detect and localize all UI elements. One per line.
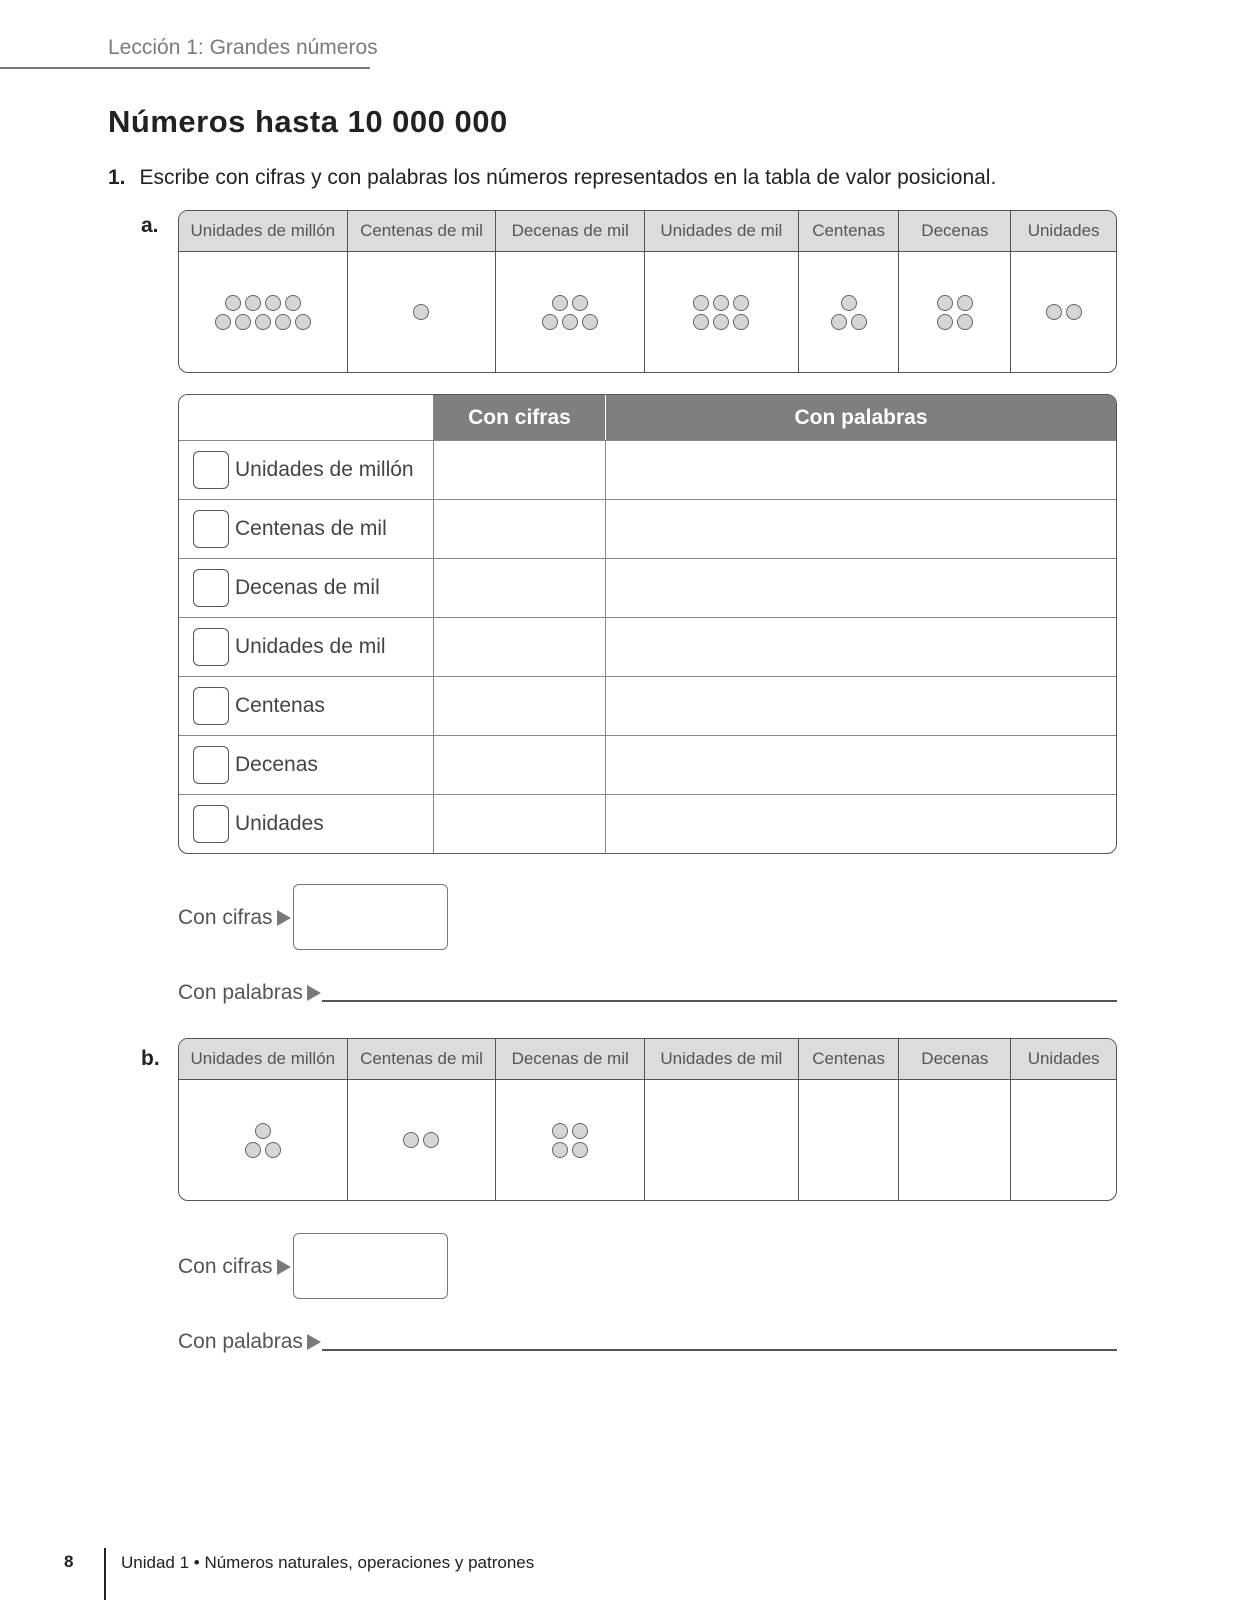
digit-box[interactable]	[193, 687, 229, 725]
header-con-cifras: Con cifras	[434, 395, 606, 440]
counter-circle	[552, 1142, 568, 1158]
place-value-header: Unidades	[1011, 211, 1116, 252]
counter-circle	[831, 314, 847, 330]
counter-circle	[265, 295, 281, 311]
digit-box[interactable]	[193, 628, 229, 666]
breakdown-row-label-cell	[179, 795, 434, 853]
pv-b-column	[898, 1039, 1010, 1200]
digit-box[interactable]	[193, 805, 229, 843]
pv-b-column	[798, 1039, 899, 1200]
pv-b-counter-cell	[348, 1080, 496, 1200]
breakdown-row-label-cell	[179, 441, 434, 499]
place-value-table-a	[178, 210, 1117, 373]
pv-a-column	[347, 211, 496, 372]
counter-circle	[851, 314, 867, 330]
pv-b-counter-cell	[645, 1080, 798, 1200]
counter-circle	[552, 295, 568, 311]
place-value-header: Centenas	[799, 211, 899, 252]
counter-circle	[255, 1123, 271, 1139]
counter-circle	[713, 314, 729, 330]
pv-a-column	[495, 211, 644, 372]
pv-a-column	[179, 211, 347, 372]
pv-b-counter-cell	[1011, 1080, 1116, 1200]
digit-box[interactable]	[193, 746, 229, 784]
footer-divider	[104, 1548, 106, 1600]
arrow-right-icon	[307, 985, 321, 1001]
counter-circle	[542, 314, 558, 330]
breakdown-row-label-cell	[179, 500, 434, 558]
pv-b-counter-cell	[799, 1080, 899, 1200]
answer-a-cifras-label: Con cifras	[178, 906, 273, 929]
counter-circle	[295, 314, 311, 330]
breakdown-row-label: Unidades	[235, 812, 324, 835]
place-value-header: Unidades	[1011, 1039, 1116, 1080]
exercise-instruction-row	[108, 166, 996, 190]
arrow-right-icon	[277, 1259, 291, 1275]
header-con-palabras: Con palabras	[606, 395, 1116, 440]
place-value-header: Unidades de millón	[179, 211, 347, 252]
counter-circle	[552, 1123, 568, 1139]
answer-a-cifras-label-row	[178, 906, 291, 930]
digit-box[interactable]	[193, 510, 229, 548]
counter-circle	[255, 314, 271, 330]
part-b-letter: b.	[141, 1047, 160, 1070]
breakdown-row-label: Unidades de millón	[235, 458, 414, 481]
pv-b-counter-cell	[496, 1080, 644, 1200]
place-value-header: Decenas de mil	[496, 1039, 644, 1080]
con-cifras-cell[interactable]	[434, 736, 606, 794]
con-palabras-cell[interactable]	[606, 500, 1116, 558]
answer-b-palabras-line[interactable]	[322, 1349, 1117, 1351]
pv-a-column	[898, 211, 1010, 372]
breakdown-table	[178, 394, 1117, 854]
counter-circle	[582, 314, 598, 330]
breakdown-row	[179, 676, 1116, 735]
counter-circle	[1046, 304, 1062, 320]
counter-circle	[572, 1123, 588, 1139]
counter-circle	[733, 314, 749, 330]
footer-unit-title: Unidad 1 • Números naturales, operaciones y patrones	[121, 1553, 535, 1572]
lesson-title: Lección 1: Grandes números	[108, 36, 378, 59]
answer-a-cifras-box[interactable]	[293, 884, 448, 950]
breakdown-row-label-cell	[179, 618, 434, 676]
breakdown-row-label: Centenas de mil	[235, 517, 387, 540]
pv-b-column	[179, 1039, 347, 1200]
con-palabras-cell[interactable]	[606, 736, 1116, 794]
pv-b-counter-cell	[179, 1080, 347, 1200]
counter-circle	[572, 1142, 588, 1158]
pv-a-counter-cell	[899, 252, 1010, 372]
counter-circle	[937, 314, 953, 330]
answer-a-palabras-label: Con palabras	[178, 981, 303, 1004]
counter-circle	[215, 314, 231, 330]
answer-b-palabras-label-row	[178, 1330, 321, 1354]
breakdown-row-label: Centenas	[235, 694, 325, 717]
con-palabras-cell[interactable]	[606, 795, 1116, 853]
counter-circle	[693, 314, 709, 330]
breakdown-row	[179, 558, 1116, 617]
con-cifras-cell[interactable]	[434, 500, 606, 558]
counter-circle	[245, 295, 261, 311]
place-value-header: Decenas	[899, 211, 1010, 252]
place-value-header: Unidades de mil	[645, 211, 798, 252]
pv-a-column	[644, 211, 798, 372]
counter-circle	[423, 1132, 439, 1148]
place-value-header: Centenas de mil	[348, 211, 496, 252]
pv-b-counter-cell	[899, 1080, 1010, 1200]
counter-circle	[285, 295, 301, 311]
place-value-header: Unidades de mil	[645, 1039, 798, 1080]
con-palabras-cell[interactable]	[606, 559, 1116, 617]
counter-circle	[957, 314, 973, 330]
pv-a-column	[1010, 211, 1116, 372]
counter-circle	[572, 295, 588, 311]
digit-box[interactable]	[193, 451, 229, 489]
place-value-header: Unidades de millón	[179, 1039, 347, 1080]
breakdown-row	[179, 499, 1116, 558]
arrow-right-icon	[307, 1334, 321, 1350]
pv-a-column	[798, 211, 899, 372]
pv-a-counter-cell	[348, 252, 496, 372]
breakdown-row-label-cell	[179, 736, 434, 794]
pv-b-column	[1010, 1039, 1116, 1200]
counter-circle	[265, 1142, 281, 1158]
con-cifras-cell[interactable]	[434, 441, 606, 499]
place-value-table-b	[178, 1038, 1117, 1201]
counter-circle	[235, 314, 251, 330]
con-palabras-cell[interactable]	[606, 618, 1116, 676]
answer-b-cifras-box[interactable]	[293, 1233, 448, 1299]
lesson-underline	[0, 67, 370, 69]
counter-circle	[403, 1132, 419, 1148]
answer-a-palabras-line[interactable]	[322, 1000, 1117, 1002]
pv-b-column	[644, 1039, 798, 1200]
breakdown-row	[179, 440, 1116, 499]
con-cifras-cell[interactable]	[434, 795, 606, 853]
arrow-right-icon	[277, 910, 291, 926]
exercise-instruction: Escribe con cifras y con palabras los números representados en la tabla de valor posicional.	[139, 166, 997, 189]
page-number: 8	[64, 1552, 74, 1571]
con-palabras-cell[interactable]	[606, 441, 1116, 499]
answer-b-cifras-label: Con cifras	[178, 1255, 273, 1278]
place-value-header: Decenas de mil	[496, 211, 644, 252]
pv-a-counter-cell	[799, 252, 899, 372]
counter-circle	[562, 314, 578, 330]
breakdown-row-label-cell	[179, 677, 434, 735]
breakdown-row	[179, 617, 1116, 676]
place-value-header: Decenas	[899, 1039, 1010, 1080]
digit-box[interactable]	[193, 569, 229, 607]
pv-a-counter-cell	[179, 252, 347, 372]
counter-circle	[841, 295, 857, 311]
pv-a-counter-cell	[1011, 252, 1116, 372]
counter-circle	[275, 314, 291, 330]
con-cifras-cell[interactable]	[434, 677, 606, 735]
counter-circle	[937, 295, 953, 311]
con-cifras-cell[interactable]	[434, 559, 606, 617]
counter-circle	[693, 295, 709, 311]
pv-a-counter-cell	[645, 252, 798, 372]
con-cifras-cell[interactable]	[434, 618, 606, 676]
section-title: Números hasta 10 000 000	[108, 104, 508, 139]
breakdown-row-label-cell	[179, 559, 434, 617]
counter-circle	[245, 1142, 261, 1158]
counter-circle	[733, 295, 749, 311]
answer-b-cifras-label-row	[178, 1255, 291, 1279]
breakdown-row-label: Decenas	[235, 753, 318, 776]
breakdown-row	[179, 794, 1116, 853]
counter-circle	[225, 295, 241, 311]
con-palabras-cell[interactable]	[606, 677, 1116, 735]
counter-circle	[1066, 304, 1082, 320]
place-value-header: Centenas de mil	[348, 1039, 496, 1080]
breakdown-row	[179, 735, 1116, 794]
counter-circle	[713, 295, 729, 311]
counter-circle	[957, 295, 973, 311]
answer-b-palabras-label: Con palabras	[178, 1330, 303, 1353]
exercise-number: 1.	[108, 166, 126, 189]
breakdown-header-blank	[179, 395, 434, 440]
pv-b-column	[495, 1039, 644, 1200]
breakdown-row-label: Decenas de mil	[235, 576, 380, 599]
answer-a-palabras-label-row	[178, 981, 321, 1005]
part-a-letter: a.	[141, 214, 159, 237]
counter-circle	[413, 304, 429, 320]
pv-b-column	[347, 1039, 496, 1200]
place-value-header: Centenas	[799, 1039, 899, 1080]
breakdown-row-label: Unidades de mil	[235, 635, 386, 658]
breakdown-header-row	[179, 395, 1116, 440]
pv-a-counter-cell	[496, 252, 644, 372]
